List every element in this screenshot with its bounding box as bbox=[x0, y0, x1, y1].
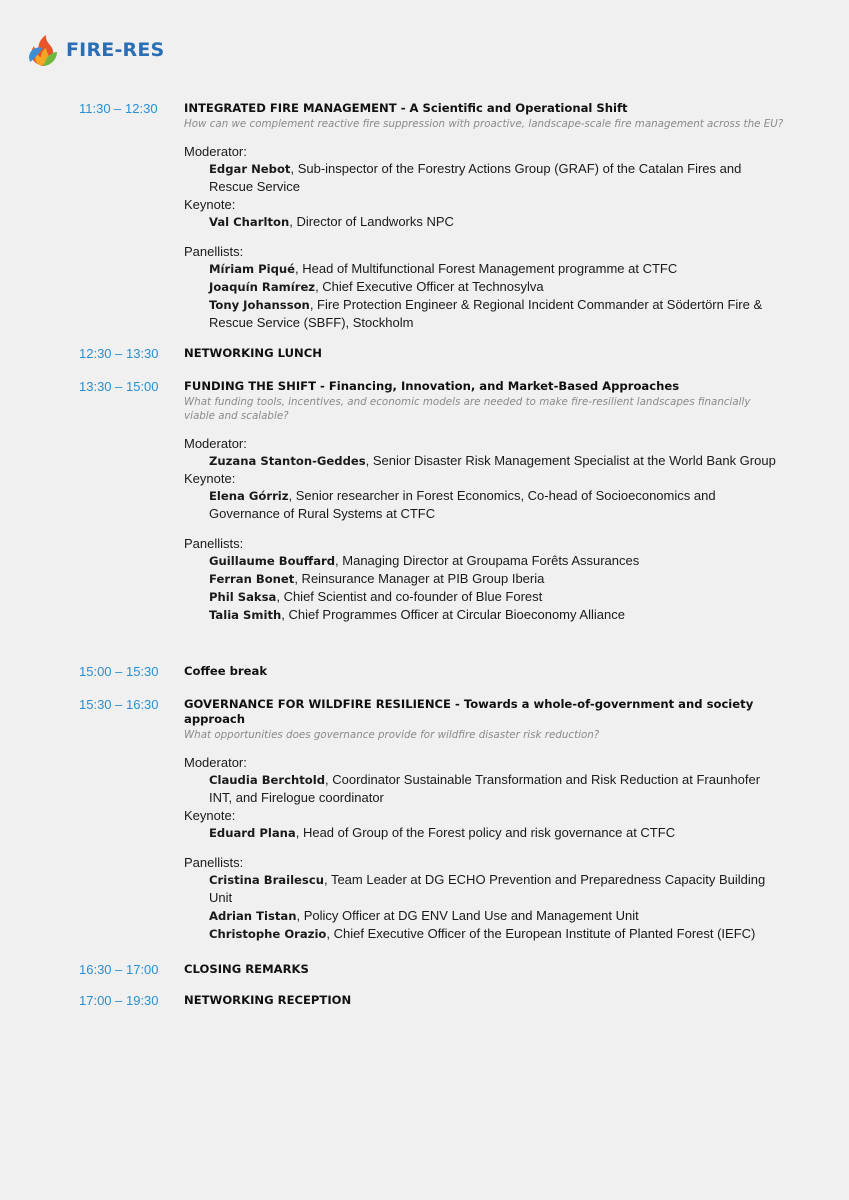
session-title-sub: - A Scientific and Operational Shift bbox=[396, 101, 628, 115]
time-slot: 13:30 – 15:00 bbox=[79, 379, 159, 394]
person-role: , Reinsurance Manager at PIB Group Iberia bbox=[294, 571, 545, 586]
person-role: , Head of Group of the Forest policy and risk governance at CTFC bbox=[295, 825, 676, 840]
keynote-label: Keynote: bbox=[184, 471, 236, 486]
time-slot: 15:30 – 16:30 bbox=[79, 697, 159, 712]
fire-res-logo bbox=[26, 32, 164, 68]
moderator bbox=[209, 771, 779, 807]
panellist bbox=[209, 606, 779, 624]
person-role: , Team Leader at DG ECHO Prevention and Preparedness Capacity Building Unit bbox=[209, 872, 766, 905]
panellist bbox=[209, 925, 779, 943]
session-content bbox=[184, 993, 784, 1008]
keynote bbox=[209, 824, 779, 842]
person-name: Phil Saksa bbox=[209, 590, 277, 604]
person-role: , Director of Landworks NPC bbox=[289, 214, 454, 229]
panellist bbox=[209, 588, 779, 606]
keynote-label: Keynote: bbox=[184, 808, 236, 823]
person-name: Zuzana Stanton-Geddes bbox=[209, 454, 366, 468]
keynote-label: Keynote: bbox=[184, 197, 236, 212]
session-title-main: FUNDING THE SHIFT bbox=[184, 379, 316, 393]
person-name: Christophe Orazio bbox=[209, 927, 327, 941]
person-role: , Chief Executive Officer at Technosylva bbox=[315, 279, 544, 294]
moderator bbox=[209, 452, 779, 470]
person-name: Cristina Brailescu bbox=[209, 873, 324, 887]
panellists-label: Panellists: bbox=[184, 855, 244, 870]
person-name: Val Charlton bbox=[209, 215, 290, 229]
session-content bbox=[184, 101, 784, 332]
person-role: , Chief Programmes Officer at Circular Bioeconomy Alliance bbox=[281, 607, 625, 622]
session-question: What opportunities does governance provide for wildfire disaster risk reduction? bbox=[184, 729, 600, 741]
session-title-main: INTEGRATED FIRE MANAGEMENT bbox=[184, 101, 397, 115]
session-title-sub: - Financing, Innovation, and Market-Based Approaches bbox=[316, 379, 680, 393]
panellist bbox=[209, 871, 779, 907]
session-title: Coffee break bbox=[184, 664, 268, 678]
person-role: , Chief Executive Officer of the European Institute of Planted Forest (IEFC) bbox=[326, 926, 756, 941]
logo-text: FIRE-RES bbox=[66, 39, 165, 61]
panellist bbox=[209, 570, 779, 588]
moderator-label: Moderator: bbox=[184, 755, 247, 770]
person-name: Talia Smith bbox=[209, 608, 282, 622]
time-slot: 16:30 – 17:00 bbox=[79, 962, 159, 977]
session-title: NETWORKING LUNCH bbox=[184, 346, 322, 360]
person-role: , Fire Protection Engineer & Regional Incident Commander at Södertörn Fire & Rescue Service (SBFF), Stockholm bbox=[209, 297, 763, 330]
person-name: Edgar Nebot bbox=[209, 162, 291, 176]
time-slot: 17:00 – 19:30 bbox=[79, 993, 159, 1008]
time-slot: 12:30 – 13:30 bbox=[79, 346, 159, 361]
session-title-main: GOVERNANCE FOR WILDFIRE RESILIENCE bbox=[184, 697, 451, 711]
person-role: , Senior researcher in Forest Economics, Co-head of Socioeconomics and Governance of Rural Systems at CTFC bbox=[209, 488, 716, 521]
person-role: , Policy Officer at DG ENV Land Use and Management Unit bbox=[296, 908, 639, 923]
session-content bbox=[184, 697, 784, 943]
person-role: , Coordinator Sustainable Transformation and Risk Reduction at Fraunhofer INT, and Firelogue coordinator bbox=[209, 772, 761, 805]
person-role: , Senior Disaster Risk Management Specialist at the World Bank Group bbox=[365, 453, 776, 468]
flame-leaf-icon bbox=[26, 32, 60, 68]
panellist bbox=[209, 296, 779, 332]
person-role: , Sub-inspector of the Forestry Actions Group (GRAF) of the Catalan Fires and Rescue Service bbox=[209, 161, 742, 194]
panellists-label: Panellists: bbox=[184, 244, 244, 259]
session-question: How can we complement reactive fire suppression with proactive, landscape-scale fire management across the EU? bbox=[184, 118, 784, 130]
person-role: , Chief Scientist and co-founder of Blue Forest bbox=[276, 589, 543, 604]
moderator bbox=[209, 160, 779, 196]
keynote bbox=[209, 487, 779, 523]
person-name: Adrian Tistan bbox=[209, 909, 297, 923]
person-name: Míriam Piqué bbox=[209, 262, 296, 276]
person-role: , Managing Director at Groupama Forêts Assurances bbox=[335, 553, 640, 568]
keynote bbox=[209, 213, 779, 231]
session-content bbox=[184, 962, 784, 977]
person-name: Claudia Berchtold bbox=[209, 773, 326, 787]
session-title: CLOSING REMARKS bbox=[184, 962, 309, 976]
session-title bbox=[184, 101, 784, 116]
session-question: What funding tools, incentives, and economic models are needed to make fire-resilient landscapes financially viable and scalable? bbox=[184, 396, 751, 422]
session-content bbox=[184, 346, 784, 361]
person-role: , Head of Multifunctional Forest Management programme at CTFC bbox=[295, 261, 678, 276]
panellist bbox=[209, 278, 779, 296]
person-name: Joaquín Ramírez bbox=[209, 280, 316, 294]
session-content bbox=[184, 664, 784, 679]
person-name: Eduard Plana bbox=[209, 826, 296, 840]
time-slot: 15:00 – 15:30 bbox=[79, 664, 159, 679]
session-title-sub: - Towards a whole-of-government and society approach bbox=[184, 697, 754, 726]
session-title bbox=[184, 697, 784, 727]
panellist bbox=[209, 907, 779, 925]
person-name: Tony Johansson bbox=[209, 298, 310, 312]
person-name: Elena Górriz bbox=[209, 489, 289, 503]
session-title bbox=[184, 379, 784, 394]
panellists-label: Panellists: bbox=[184, 536, 244, 551]
session-content bbox=[184, 379, 784, 624]
moderator-label: Moderator: bbox=[184, 144, 247, 159]
moderator-label: Moderator: bbox=[184, 436, 247, 451]
session-title: NETWORKING RECEPTION bbox=[184, 993, 352, 1007]
panellist bbox=[209, 552, 779, 570]
person-name: Guillaume Bouffard bbox=[209, 554, 336, 568]
panellist bbox=[209, 260, 779, 278]
person-name: Ferran Bonet bbox=[209, 572, 295, 586]
time-slot: 11:30 – 12:30 bbox=[79, 101, 158, 116]
